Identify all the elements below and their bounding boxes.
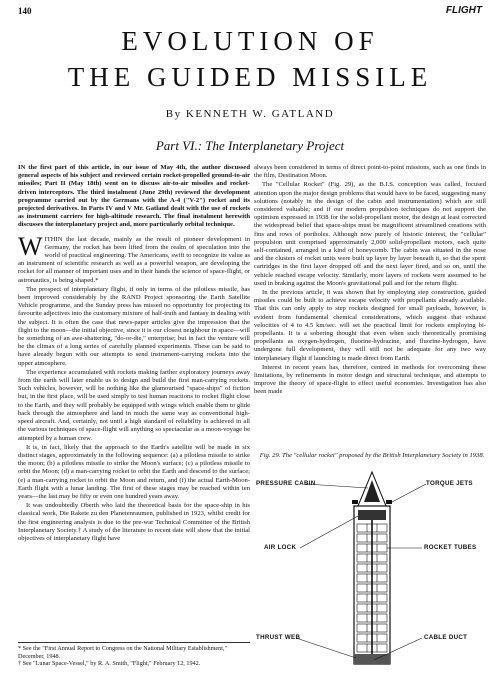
label-air-lock: AIR LOCK: [264, 544, 297, 551]
footnote-2: † See "Lunar Space-Vessel," by R. A. Smith, "Flight," February 12, 1942.: [18, 660, 201, 668]
body-paragraph-3: The experience accumulated with rockets making farther exploratory journeys away from the earth will later enable us to design and build the first man-carrying rockets. Such vehicles, however, will be nothing like the glamourised "space-ships" of fiction but, in the first place, will be used simply to test human reactions to rocket flight close to the Earth, and they will probably be equipped with wings which enable them to glide back through the atmosphere and land in much the same way as conventional high-speed aircraft. And, certainly, not until a high standard of reliability is achieved in all the various techniques of space-flight will anything so spectacular as a moon-voyage be attempted by a human crew.: [18, 368, 250, 442]
body-paragraph-5: It was undoubtedly Oberth who laid the theoretical basis for the space-ship in his classical work, Die Rakete zu den Planetenraumen, published in 1923, whilst credit for the first engineering analysis is due to the pre-war Technical Committee of the British Interplanetary Society.† A study of the literature to recent date will show that the initial objectives of interplanetary flight have: [18, 502, 250, 542]
figure-caption: Fig. 29. The "cellular rocket" proposed by the British Interplanetary Society in 1938.: [259, 452, 485, 459]
left-column: [18, 164, 250, 544]
article-title-line-2: THE GUIDED MISSILE: [67, 62, 433, 92]
body-paragraph-1: [18, 231, 250, 285]
thrust-web-shape: [354, 654, 390, 664]
label-thrust-web: THRUST WEB: [256, 634, 301, 641]
label-torque-jets: TORQUE JETS: [426, 480, 473, 487]
byline: By KENNETH W. GATLAND: [165, 108, 335, 120]
footnotes: [18, 642, 250, 668]
magazine-name: FLIGHT: [445, 5, 482, 16]
label-pressure-cabin: PRESSURE CABIN: [256, 480, 316, 487]
torque-jet-right: [386, 500, 392, 504]
article-subtitle: Part VI.: The Interplanetary Project: [155, 138, 345, 153]
right-column: [254, 164, 486, 398]
air-lock-shape: [358, 510, 386, 520]
body-paragraph-8: In the previous article, it was shown that by employing step construction, guided missiles could be built to achieve escape velocity with propellants already available. That this can only apply to step rockets designed for small payloads, however, is evident from fundamental chemical considerations, which suggest that exhaust velocities of 4 to 4.5 km/sec. will set the practical limit for rockets employing bi-propellants. It is a sobering thought that even when such theoretically promising propellants as oxygen-hydrogen, fluorine-hydrazine, and fluorine-hydrogen, have undergone full development, they will still not be adequate for any two way interplanetary flight if launching is made direct from Earth.: [254, 289, 486, 362]
page-number: 140: [18, 6, 32, 16]
cellular-rocket-figure: [254, 470, 490, 670]
body-paragraph-7: The "Cellular Rocket" (Fig. 29), as the B.I.S. conception was called, focused attention upon the major design problems that would have to be faced, suggesting many solutions (notably in the design of the cabin and instrumentation) which are still considered valuable; and if our modern propulsion techniques do not support the optimism expressed in 1938 for the solid-propellant motor, the design at least corrected the widespread belief that space-ships must be magnificent streamlined creations with fins and rows of portholes. Although now purely of historic interest, the "cellular" propulsion unit comprised approximately 2,000 solid-propellant motors, each quite self-contained, arranged in a kind of honeycomb. The cabin was situated in the nose and the clusters of rocket units were built up layer by layer beneath it, so that the spent cartridges in the first layer dropped off and the next layer fired, and so on, until the vehicle reached escape velocity. Similarly, more layers of rockets were assumed to be used in braking against the Moon's gravitational pull and for the return flight.: [254, 181, 486, 287]
label-rocket-tubes: ROCKET TUBES: [424, 544, 477, 551]
intro-paragraph: IN the first part of this article, in our issue of May 4th, the author discussed general aspects of his subject and reviewed certain rocket-propelled ground-to-air missiles; Part II (May 18th) went on to discuss air-to-air missiles and rocket-driven interceptors. The third instalment (June 29th) reviewed the development programme carried out by the Germans with the A-4 ("V-2") rocket and its projected derivatives. In Parts IV and V Mr. Gatland dealt with the use of rockets as instrument carriers for high-altitude research. The final instalment herewith discusses the interplanetary project and, more particularly orbital technique.: [18, 164, 250, 229]
body-paragraph-2: The prospect of interplanetary flight, if only in terms of the pilotless missile, has been improved considerably by the RAND Project sponsoring the Earth Satellite Vehicle programme, and the Sunday press has missed no opportunity for projecting its favourite adjectives into the customary mixture of half-truth and fantasy in dealing with the subject. It is often the case that news-paper articles give the impression that the flight to the moon—the initial objective, since it is our closest neighbour in space—will be something of an awe-shattering, "do-or-die," enterprise; but in fact the venture will be the climax of a long series of carefully planned experiments. These can be said to have already begun with our attempts to send instrument-carrying rockets into the upper atmosphere.: [18, 285, 250, 367]
body-paragraph-1-text: ITHIN the last decade, mainly as the result of pioneer development in Germany, the rocket has been lifted from the realm of speculation into the world of practical engineering. The Americans, swift to recognize its value as an instrument of scientific research as well as a powerful weapon, are developing the rocket for all manner of important uses and in their hands the science of space-flight, or astronautics, is being shaped.*: [18, 235, 250, 284]
drop-cap: W: [18, 231, 43, 261]
torque-jet-left: [352, 500, 358, 504]
body-paragraph-4: It is, in fact, likely that the approach to the Earth's satellite will be made in six distinct stages, approximately in the following sequence: (a) a pilotless missile to strike the moon; (b) a pilotless missile to strike the Moon's surface; (c) a pilotless missile to orbit the Moon; (d) a man-carrying rocket to orbit the Earth and descend to the surface; (e) a man-carrying rocket to orbit the Moon and return, and (f) the actual Earth-Moon-Earth flight with a lunar landing. The first of these stages may be reached within ten years—the last may be fifty or even one hundred years away.: [18, 443, 250, 500]
article-title-line-1: EVOLUTION OF: [121, 26, 379, 56]
label-cable-duct: CABLE DUCT: [424, 634, 468, 641]
body-paragraph-6: always been considered in terms of direct point-to-point missions, such as one finds in the film, Destination Moon.: [254, 164, 486, 180]
footnote-1: * See the "First Annual Report to Congress on the National Military Establishment," December, 1948.: [18, 645, 228, 660]
body-paragraph-9: Interest in recent years has, therefore, centred in methods for overcoming these limitations, by refinements in motor design and structural technique, and attempts to improve the theory of space-flight to effect useful economies. Investigation has also been made: [254, 363, 486, 396]
